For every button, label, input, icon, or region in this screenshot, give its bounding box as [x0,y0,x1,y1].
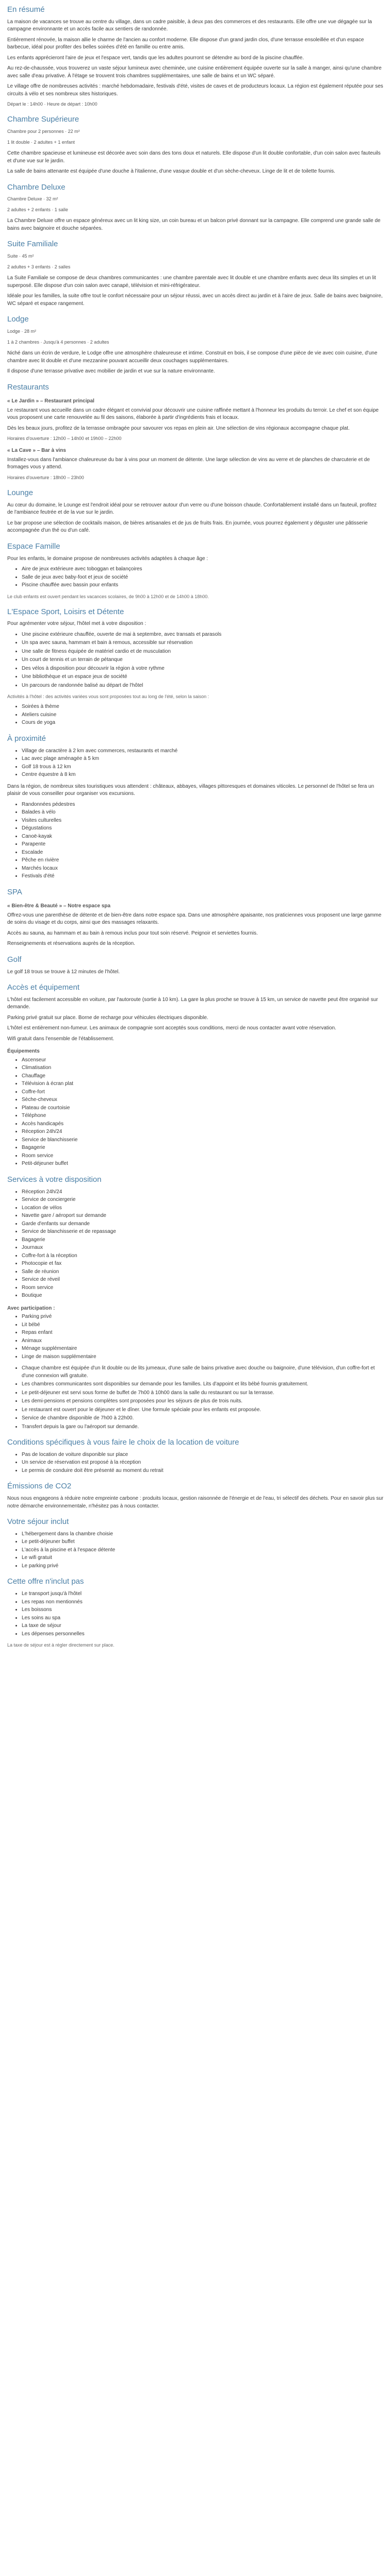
list-item: • Golf 18 trous à 12 km [22,764,384,771]
list-item: • Des vélos à disposition pour découvrir la région à votre rythme [22,665,384,673]
list-item: • Village de caractère à 2 km avec commerces, restaurants et marché [22,748,384,755]
list-item: • Marchés locaux [22,865,384,873]
list-item: • Coffre-fort [22,1089,384,1096]
section-title: Services à votre disposition [7,1175,102,1184]
paragraph: Dans la région, de nombreux sites touristiques vous attendent : châteaux, abbayes, villages pittoresques et domaines viticoles. Le personnel de l'hôtel se fera un plaisir de vous conseiller pour organiser vos excursions. [7,783,374,797]
paragraph: Renseignements et réservations auprès de la réception. [7,941,135,947]
paragraph: La salle de bains attenante est équipée d'une douche à l'italienne, d'une vasque double et d'un sèche-cheveux. Linge de lit et de toilette fournis. [7,168,335,175]
list-item: • Balades à vélo [22,809,384,817]
room-info: 1 lit double · 2 adultes + 1 enfant [7,140,75,145]
subheading: Équipements [7,1048,40,1055]
section-title: Golf [7,955,22,964]
section-title: Espace Famille [7,541,60,551]
list-item: • Réception 24h/24 [22,1189,384,1196]
section-title: Restaurants [7,382,49,392]
list-item: • Linge de maison supplémentaire [22,1353,384,1361]
paragraph: L'hôtel est entièrement non-fumeur. Les animaux de compagnie sont acceptés sous conditions, merci de nous contacter avant votre réservation. [7,1025,336,1031]
list-item: • Sèche-cheveux [22,1096,384,1104]
list-item: • Une bibliothèque et un espace jeux de société [22,673,384,681]
bullet-list [7,566,384,589]
list-item: • Accès handicapés [22,1121,384,1128]
room-info: Lodge · 28 m² [7,329,37,334]
list-item: • Chauffage [22,1073,384,1080]
room-info: 2 adultes + 2 enfants · 1 salle [7,207,68,213]
list-item: • Téléphone [22,1112,384,1120]
paragraph: Dès les beaux jours, profitez de la terrasse ombragée pour savourer vos repas en plein air. Une sélection de vins régionaux accompagne chaque plat. [7,425,350,431]
bullet-list [7,1590,384,1638]
section-title: Accès et équipement [7,983,80,992]
bullet-list [7,1313,384,1361]
room-info: Chambre Deluxe · 32 m² [7,196,58,202]
paragraph: Le restaurant vous accueille dans un cadre élégant et convivial pour découvrir une cuisine raffinée mettant à l'honneur les produits du terroir. Le chef et son équipe vous proposent une carte renouvelée au fil des saisons, élaborée à partir d'ingrédients frais et locaux. [7,407,379,421]
list-item: • Service de conciergerie [22,1196,384,1204]
section-title: Votre séjour inclut [7,1517,69,1527]
bullet-list [7,748,384,779]
subheading: « La Cave » – Bar à vins [7,448,66,454]
list-item: • Un service de réservation est proposé à la réception [22,1459,384,1467]
paragraph: Niché dans un écrin de verdure, le Lodge offre une atmosphère chaleureuse et intime. Construit en bois, il se compose d'une pièce de vie avec coin cuisine, d'une chambre avec lit double et d'une mezzanine pouvant accueillir deux couchages supplémentaires. [7,350,378,364]
section-title: Chambre Supérieure [7,115,79,124]
list-item: • Parapente [22,841,384,849]
paragraph: Idéale pour les familles, la suite offre tout le confort nécessaire pour un séjour réussi, avec un accès direct au jardin et à l'aire de jeux. Salle de bains avec baignoire, WC séparé et espace rangement. [7,293,383,307]
list-item: • Le permis de conduire doit être présenté au moment du retrait [22,1467,384,1475]
list-item: • Ateliers cuisine [22,711,384,719]
list-item: • Dégustations [22,825,384,833]
list-item: • Soirées à thème [22,703,384,711]
list-item: • Service de réveil [22,1276,384,1284]
list-item: • Randonnées pédestres [22,801,384,809]
paragraph: Offrez-vous une parenthèse de détente et de bien-être dans notre espace spa. Dans une atmosphère apaisante, nos praticiennes vous proposent une large gamme de soins du visage et du corps, ainsi que des massages relaxants. [7,912,382,926]
list-item: • Les demi-pensions et pensions complètes sont proposées pour les séjours de plus de trois nuits. [22,1398,384,1405]
paragraph: Au rez-de-chaussée, vous trouverez un vaste séjour lumineux avec cheminée, une cuisine entièrement équipée ouverte sur la salle à manger, ainsi qu'une chambre avec salle d'eau privative. À l'étage se trouvent trois chambres supplémentaires, une salle de bains et un WC séparé. [7,65,382,79]
paragraph: Parking privé gratuit sur place. Borne de recharge pour véhicules électriques disponible. [7,1014,208,1021]
list-item: • Un parcours de randonnée balisé au départ de l'hôtel [22,682,384,690]
paragraph: Les enfants apprécieront l'aire de jeux et l'espace vert, tandis que les adultes pourront se détendre au bord de la piscine chauffée. [7,55,304,61]
room-info: 2 adultes + 3 enfants · 2 salles [7,264,71,270]
list-item: • Location de vélos [22,1205,384,1212]
list-item: • Les repas non mentionnés [22,1599,384,1606]
room-info: Suite · 45 m² [7,253,34,259]
list-item: • Room service [22,1284,384,1292]
section-title: Émissions de CO2 [7,1482,72,1491]
list-item: • Bagagerie [22,1144,384,1152]
list-item: • Un spa avec sauna, hammam et bain à remous, accessible sur réservation [22,639,384,647]
list-item: • Journaux [22,1244,384,1252]
list-item: • Aire de jeux extérieure avec toboggan et balançoires [22,566,384,573]
bullet-list [7,1189,384,1300]
list-item: • Le petit-déjeuner buffet [22,1538,384,1546]
note: Activités à l'hôtel : des activités variées vous sont proposées tout au long de l'été, selon la saison : [7,694,209,700]
list-item: • Service de chambre disponible de 7h00 à 22h00. [22,1415,384,1422]
list-item: • Lac avec plage aménagée à 5 km [22,755,384,763]
bullet-list [7,703,384,727]
list-item: • Pas de location de voiture disponible sur place [22,1451,384,1459]
bullet-list [7,801,384,880]
list-item: • Les dépenses personnelles [22,1631,384,1638]
list-item: • Festivals d'été [22,873,384,880]
section-title: Lodge [7,315,29,324]
section-title: Cette offre n'inclut pas [7,1577,84,1586]
list-item: • Ménage supplémentaire [22,1345,384,1353]
list-item: • Le petit-déjeuner est servi sous forme de buffet de 7h00 à 10h00 dans la salle du restaurant ou sur la terrasse. [22,1389,384,1397]
section-title: Suite Familiale [7,240,58,249]
list-item: • Transfert depuis la gare ou l'aéroport sur demande. [22,1423,384,1431]
list-item: • Piscine chauffée avec bassin pour enfants [22,582,384,589]
list-item: • Canoë-kayak [22,833,384,841]
list-item: • Boutique [22,1292,384,1300]
subheading: Avec participation : [7,1305,55,1311]
section-title: À proximité [7,734,46,743]
list-item: • Service de blanchisserie et de repassage [22,1228,384,1236]
list-item: • Réception 24h/24 [22,1128,384,1136]
list-item: • Escalade [22,849,384,857]
paragraph: Il dispose d'une terrasse privative avec mobilier de jardin et vue sur la nature environnante. [7,368,215,375]
list-item: • Centre équestre à 8 km [22,771,384,779]
list-item: • Lit bébé [22,1321,384,1329]
paragraph: Installez-vous dans l'ambiance chaleureuse du bar à vins pour un moment de détente. Une large sélection de vins au verre et de planches de charcuterie et de fromages vous y attend. [7,456,370,470]
list-item: • Le parking privé [22,1563,384,1570]
list-item: • Une salle de fitness équipée de matériel cardio et de musculation [22,648,384,656]
opening-hours: Horaires d'ouverture : 12h00 – 14h00 et 19h00 – 22h00 [7,436,122,442]
list-item: • Visites culturelles [22,817,384,825]
list-item: • Navette gare / aéroport sur demande [22,1212,384,1220]
paragraph: La Chambre Deluxe offre un espace généreux avec un lit king size, un coin bureau et un balcon privé donnant sur la campagne. Elle comprend une grande salle de bains avec baignoire et douche séparées. [7,218,381,231]
paragraph: Le golf 18 trous se trouve à 12 minutes de l'hôtel. [7,969,120,975]
paragraph: Nous nous engageons à réduire notre empreinte carbone : produits locaux, gestion raisonnée de l'énergie et de l'eau, tri sélectif des déchets. Pour en savoir plus sur notre démarche environnementale, n'hésitez pas à nous contacter. [7,1496,384,1509]
bullet-list [7,1531,384,1570]
section-title: Conditions spécifiques à vous faire le choix de la location de voiture [7,1438,239,1447]
subheading: « Bien-être & Beauté » – Notre espace spa [7,903,111,909]
bullet-list [7,631,384,690]
paragraph: Le village offre de nombreuses activités : marché hebdomadaire, festivals d'été, visites de caves et de producteurs locaux. La région est également réputée pour ses circuits à vélo et ses nombreux sites historiques. [7,83,383,97]
list-item: • Photocopie et fax [22,1260,384,1268]
paragraph: Pour agrémenter votre séjour, l'hôtel met à votre disposition : [7,621,146,627]
list-item: • Bagagerie [22,1236,384,1244]
list-item: • Room service [22,1153,384,1160]
note: Le club enfants est ouvert pendant les vacances scolaires, de 9h00 à 12h00 et de 14h00 à 18h00. [7,594,209,599]
room-info: Chambre pour 2 personnes · 22 m² [7,129,80,134]
list-item: • Le restaurant est ouvert pour le déjeuner et le dîner. Une formule spéciale pour les enfants est proposée. [22,1406,384,1414]
list-item: • Repas enfant [22,1329,384,1337]
list-item: • Climatisation [22,1064,384,1072]
opening-hours: Horaires d'ouverture : 18h00 – 23h00 [7,474,84,480]
bullet-list [7,1451,384,1475]
list-item: • L'hébergement dans la chambre choisie [22,1531,384,1538]
list-item: • Télévision à écran plat [22,1080,384,1088]
paragraph: Accès au sauna, au hammam et au bain à remous inclus pour tout soin réservé. Peignoir et serviettes fournis. [7,930,258,936]
section-title: Chambre Deluxe [7,182,66,192]
paragraph: Pour les enfants, le domaine propose de nombreuses activités adaptées à chaque âge : [7,555,208,562]
list-item: • L'accès à la piscine et à l'espace détente [22,1547,384,1554]
list-item: • Chaque chambre est équipée d'un lit double ou de lits jumeaux, d'une salle de bains privative avec douche ou baignoire, d'une télévision, d'un coffre-fort et d'une connexion wifi gratuite. [22,1365,384,1380]
section-title: En résumé [7,5,45,14]
bullet-list [7,1057,384,1168]
paragraph: Entièrement rénovée, la maison allie le charme de l'ancien au confort moderne. Elle dispose d'un grand jardin clos, d'une terrasse ensoleillée et d'un espace barbecue, idéal pour profiter des belles soirées d'été en famille ou entre amis. [7,37,364,50]
paragraph: Le bar propose une sélection de cocktails maison, de bières artisanales et de jus de fruits frais. En journée, vous pourrez également y déguster une pâtisserie accompagnée d'un thé ou d'un café. [7,520,368,534]
list-item: • Salle de jeux avec baby-foot et jeux de société [22,574,384,582]
list-item: • Un court de tennis et un terrain de pétanque [22,656,384,664]
section-title: SPA [7,887,22,896]
room-info: 1 à 2 chambres · Jusqu'à 4 personnes · 2 adultes [7,340,109,345]
list-item: • Plateau de courtoisie [22,1105,384,1112]
section-title: L'Espace Sport, Loisirs et Détente [7,607,124,616]
section-title: Lounge [7,488,34,498]
paragraph: La Suite Familiale se compose de deux chambres communicantes : une chambre parentale avec lit double et une chambre enfants avec deux lits simples et un lit superposé. Elle dispose d'un coin salon avec canapé, télévision et mini-réfrigérateur. [7,275,376,289]
list-item: • Animaux [22,1337,384,1345]
list-item: • Parking privé [22,1313,384,1321]
paragraph: L'hôtel est facilement accessible en voiture, par l'autoroute (sortie à 10 km). La gare la plus proche se trouve à 15 km, un service de navette peut être organisé sur demande. [7,996,378,1010]
list-item: • Les boissons [22,1606,384,1614]
list-item: • Garde d'enfants sur demande [22,1221,384,1228]
list-item: • Les soins au spa [22,1615,384,1622]
list-item: • Une piscine extérieure chauffée, ouverte de mai à septembre, avec transats et parasols [22,631,384,639]
list-item: • Pêche en rivière [22,857,384,865]
paragraph: La maison de vacances se trouve au centre du village, dans un cadre paisible, à deux pas des commerces et des restaurants. Elle offre une vue dégagée sur la campagne environnante et un accès facile aux sentiers de randonnée. [7,19,372,32]
check-in-info: Départ le : 14h00 · Heure de départ : 10h00 [7,101,97,107]
list-item: • Petit-déjeuner buffet [22,1160,384,1168]
paragraph: Cette chambre spacieuse et lumineuse est décorée avec soin dans des tons doux et naturels. Elle dispose d'un lit double confortable, d'un coin salon avec fauteuils et d'une vue sur le jardin. [7,150,381,164]
list-item: • Le wifi gratuit [22,1554,384,1562]
bullet-list [7,1365,384,1431]
note: La taxe de séjour est à régler directement sur place. [7,1642,115,1648]
list-item: • Service de blanchisserie [22,1137,384,1144]
list-item: • Le transport jusqu'à l'hôtel [22,1590,384,1598]
list-item: • Les chambres communicantes sont disponibles sur demande pour les familles. Lits d'appoint et lits bébé fournis gratuitement. [22,1381,384,1388]
list-item: • La taxe de séjour [22,1622,384,1630]
list-item: • Coffre-fort à la réception [22,1252,384,1260]
list-item: • Salle de réunion [22,1268,384,1276]
list-item: • Ascenseur [22,1057,384,1064]
subheading: « Le Jardin » – Restaurant principal [7,398,94,404]
paragraph: Au cœur du domaine, le Lounge est l'endroit idéal pour se retrouver autour d'un verre ou d'une boisson chaude. Confortablement installé dans un fauteuil, profitez de l'ambiance feutrée et de la vue sur le jardin. [7,502,377,516]
list-item: • Cours de yoga [22,719,384,727]
paragraph: Wifi gratuit dans l'ensemble de l'établissement. [7,1036,115,1042]
